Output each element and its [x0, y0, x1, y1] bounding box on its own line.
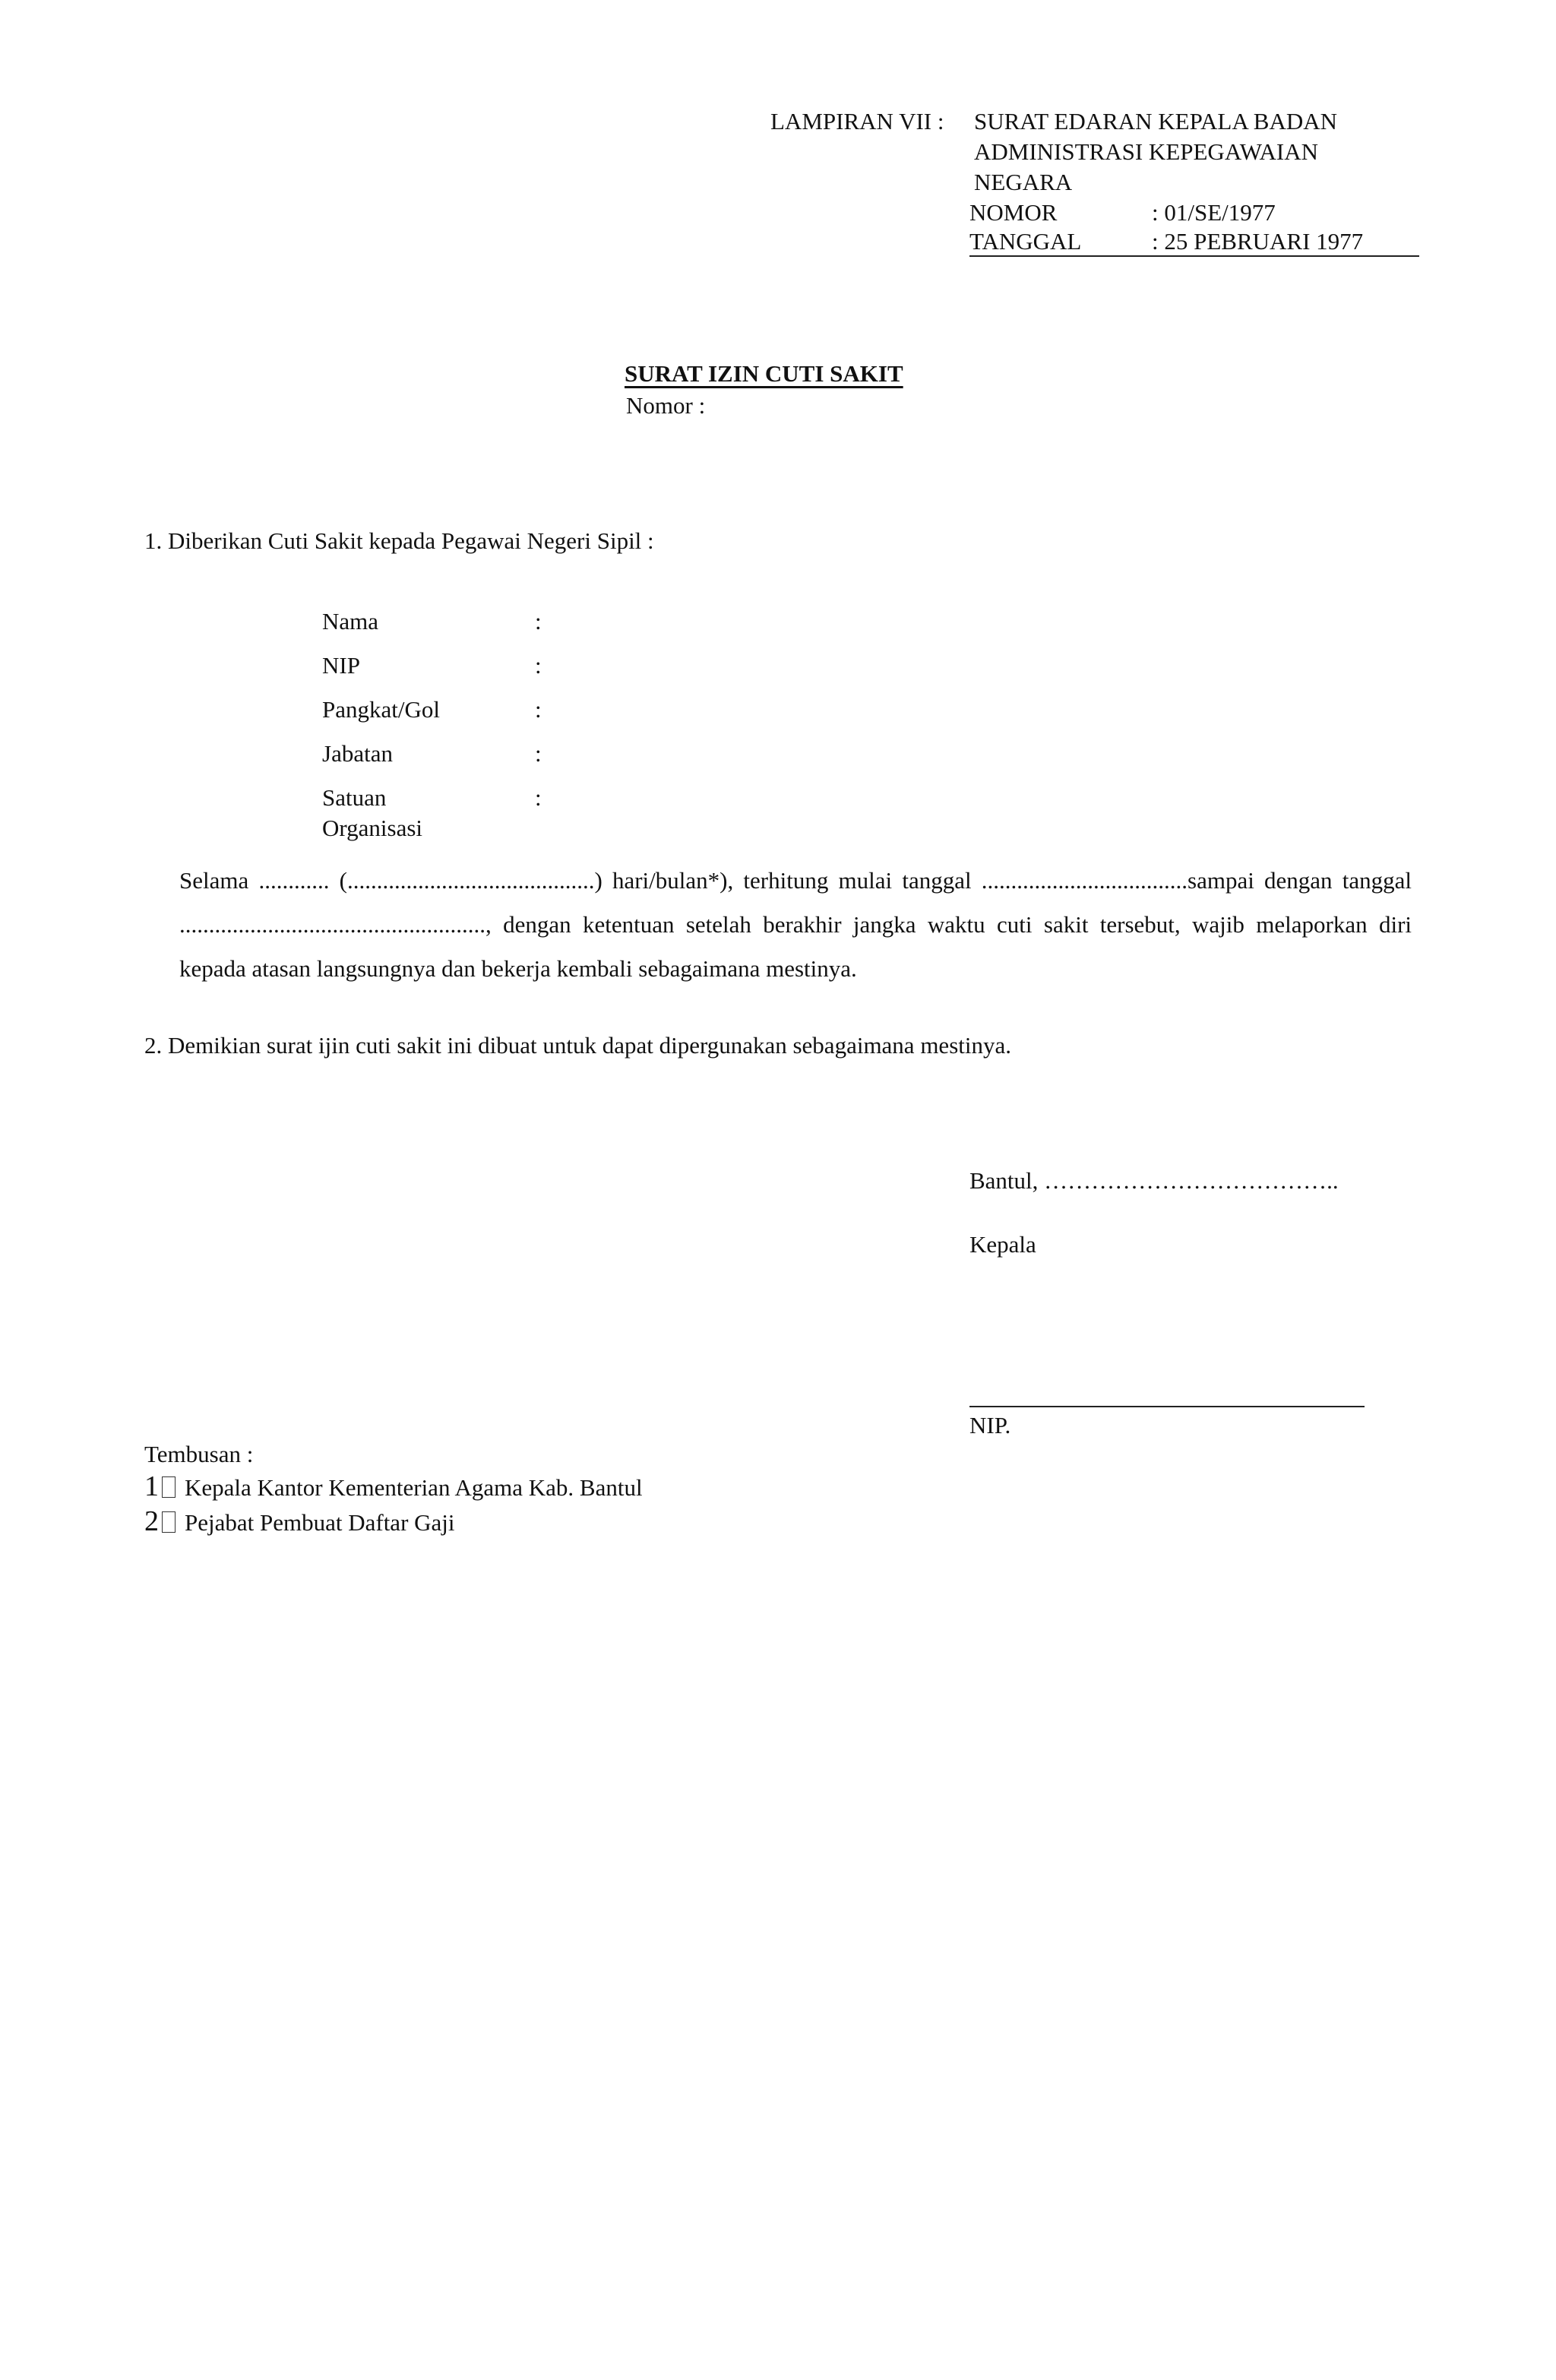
signatory-position: Kepala	[969, 1231, 1036, 1258]
nomor-value: : 01/SE/1977	[1152, 199, 1276, 226]
field-label: Nama	[322, 608, 379, 635]
leave-paragraph: Selama ............ (..........................................) hari/bulan*), terhitung mulai tanggal ...................................sampai dengan tanggal ...................................................., dengan ketentuan setelah berakhir jangka waktu cuti sakit tersebut, wajib melaporkan diri kepada atasan langsungnya dan bekerja kembali sebagaimana mestinya.	[179, 867, 1412, 982]
section-2-text: 2. Demikian surat ijin cuti sakit ini dibuat untuk dapat dipergunakan sebagaimana mestinya.	[144, 1032, 1011, 1059]
field-colon: :	[535, 784, 542, 811]
tembusan-item	[144, 1471, 643, 1503]
section-1-intro: 1. Diberikan Cuti Sakit kepada Pegawai Negeri Sipil :	[144, 527, 654, 554]
missing-glyph-box-icon	[162, 1511, 176, 1533]
field-label: Pangkat/Gol	[322, 696, 440, 723]
tembusan-item-text: Pejabat Pembuat Daftar Gaji	[185, 1509, 455, 1536]
signatory-nip: NIP.	[969, 1412, 1011, 1438]
field-colon: :	[535, 740, 542, 767]
lampiran-label: LAMPIRAN VII :	[770, 108, 944, 135]
nomor-label: NOMOR	[969, 199, 1058, 226]
tembusan-item	[144, 1506, 455, 1538]
field-label: NIP	[322, 652, 360, 679]
signature-line	[969, 1406, 1365, 1407]
field-label: Jabatan	[322, 740, 393, 767]
tanggal-label: TANGGAL	[969, 228, 1082, 255]
place-date: Bantul, ………………………………..	[969, 1167, 1339, 1194]
field-colon: :	[535, 652, 542, 679]
tembusan-item-text: Kepala Kantor Kementerian Agama Kab. Bantul	[185, 1474, 643, 1501]
lampiran-line-2: ADMINISTRASI KEPEGAWAIAN	[974, 138, 1319, 165]
field-label: Satuan Organisasi	[322, 784, 423, 841]
tembusan-item-number: 2	[144, 1505, 159, 1537]
tanggal-value: : 25 PEBRUARI 1977	[1152, 228, 1364, 255]
tembusan-label: Tembusan :	[144, 1441, 254, 1467]
tembusan-item-number: 1	[144, 1470, 159, 1502]
tanggal-row	[969, 226, 1419, 257]
lampiran-line-1: SURAT EDARAN KEPALA BADAN	[974, 108, 1337, 135]
page-title: SURAT IZIN CUTI SAKIT	[625, 360, 903, 387]
field-colon: :	[535, 696, 542, 723]
lampiran-line-3: NEGARA	[974, 169, 1073, 195]
title-nomor: Nomor :	[626, 392, 706, 419]
field-colon: :	[535, 608, 542, 635]
missing-glyph-box-icon	[162, 1476, 176, 1498]
